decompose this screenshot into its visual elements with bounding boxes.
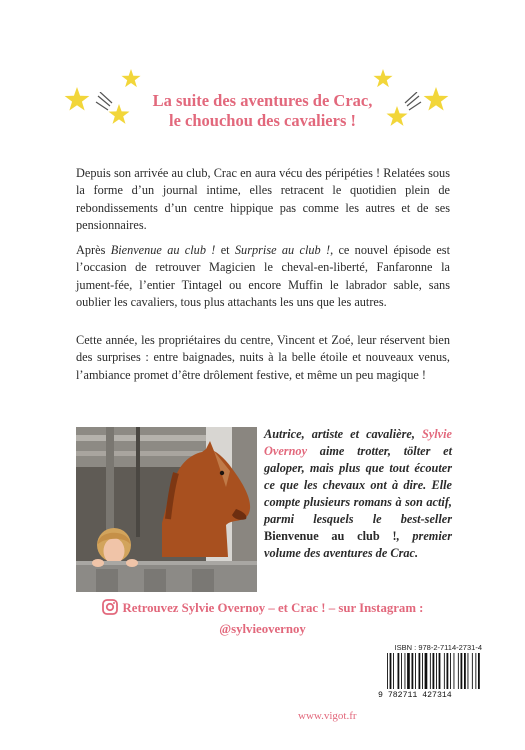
barcode-bar [433,653,435,689]
author-with-horse-image [76,427,257,592]
instagram-text: Retrouvez Sylvie Overnoy – et Crac ! – sur Instagram : [122,601,424,615]
barcode-bar [425,653,428,689]
author-name: Sylvie Overnoy [264,427,452,458]
paragraph-intro: Depuis son arrivée au club, Crac en aura vécu des péripéties ! Relatées sous la forme d’un journal intime, elles retracent le quotidien plein de rebondissements d’un centre hippique pas comme les autres et de ses pensionnaires. [76,166,450,233]
bio-text: Autrice, artiste et cavalière, [264,427,422,441]
barcode-bar [401,653,402,689]
instagram-icon [102,599,118,620]
bio-text: aime trotter, tölter et galoper, mais plus que tout écouter ce que les chevaux ont à dire. Elle compte plusieurs romans à son actif, parmi lesquels le best-seller [264,444,452,526]
paragraph-text: , ce nouvel épisode est l’occasion de retrouver Magicien le cheval-en-liberté, Fanfaronne la jument-fée, l’entier Tintagel ou encore Muffin le labrador sable, sans oublier les cavaliers, tous plus attachants les uns que les autres. [76,243,450,310]
instagram-line-1 [0,599,525,620]
barcode-bar [439,653,441,689]
instagram-callout [0,599,525,638]
book-title: Surprise au club ! [234,243,331,257]
barcode-bar [450,653,451,689]
barcode-bar [461,653,463,689]
book-title: Bienvenue au club ! [110,243,216,257]
barcode-bar [472,653,473,689]
barcode-bar [387,653,388,689]
barcode-bar [407,653,410,689]
barcode-bar [475,653,476,689]
barcode-bar [419,653,421,689]
star-icon [373,69,393,89]
barcode-bar [436,653,437,689]
website-link[interactable]: www.vigot.fr [298,710,357,722]
barcode-bar [422,653,423,689]
barcode-bar [468,653,469,689]
barcode-bar [390,653,392,689]
isbn-label: ISBN : 978-2-7114-2731-4 [394,643,482,652]
barcode-bar [412,653,414,689]
barcode-bar [464,653,466,689]
barcode-bar [478,653,480,689]
book-title: Bienvenue au club ! [264,529,397,543]
headline-line-2: le chouchou des cavaliers ! [169,111,356,130]
barcode-bar [447,653,449,689]
bio-text: , premier volume des aventures de Crac. [264,529,453,560]
author-photo [76,427,257,592]
barcode-bar [454,653,455,689]
instagram-handle: @sylvieovernoy [219,622,306,636]
star-icon [121,69,141,89]
paragraph-this-year: Cette année, les propriétaires du centre, Vincent et Zoé, leur réservent bien des surprises : entre baignades, nuits à la belle étoile et nouveaux venus, l’ambiance promet d’être drôlement festive, et même un peu magique ! [76,333,450,382]
barcode-bar [444,653,445,689]
barcode-digits: 9 782711 427314 [378,691,452,699]
barcode-bar [398,653,400,689]
headline [0,91,525,131]
paragraph-text: Après [76,243,111,257]
paragraph-episode [76,242,450,312]
barcode-image [377,653,483,699]
barcode-bar [415,653,416,689]
author-bio [264,426,452,562]
barcode-bar [393,653,394,689]
barcode-bar [458,653,459,689]
barcode-bar [405,653,406,689]
headline-line-1: La suite des aventures de Crac, [152,91,373,110]
barcode-bar [430,653,431,689]
paragraph-text: et [215,243,235,257]
